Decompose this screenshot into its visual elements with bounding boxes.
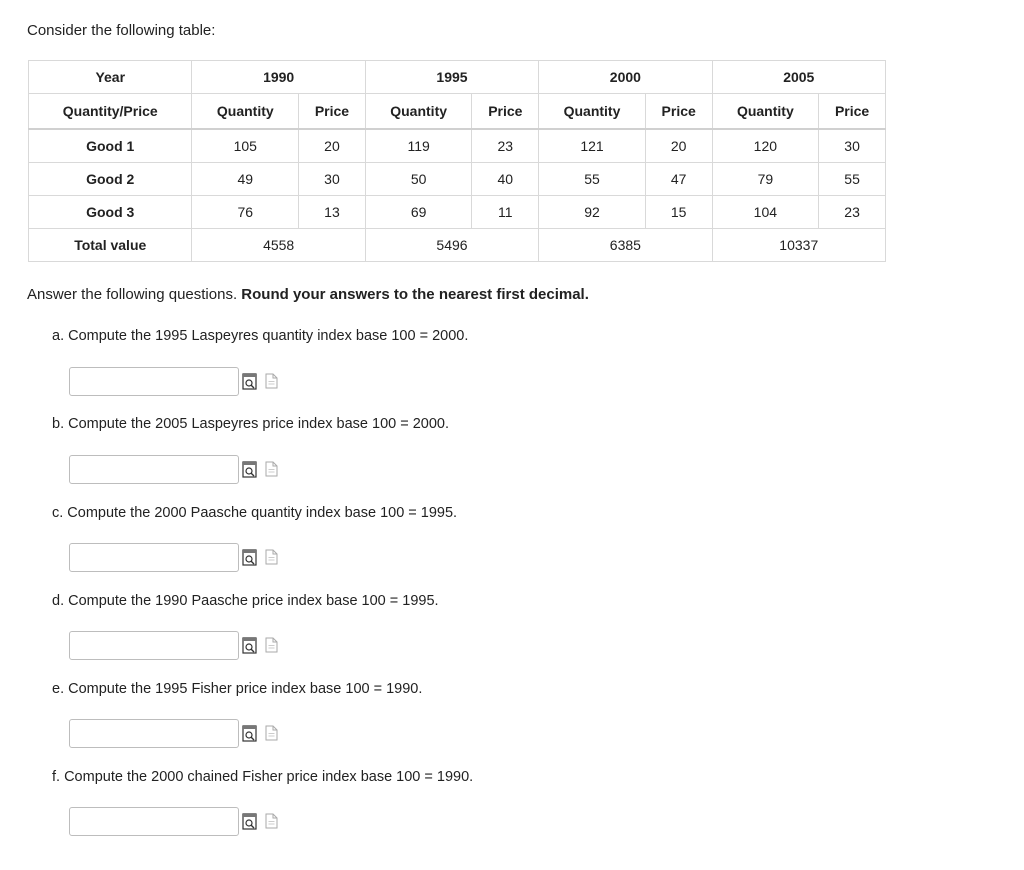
answer-input-c[interactable]: [69, 543, 239, 572]
question-b: b. Compute the 2005 Laspeyres price index base 100 = 2000.: [52, 416, 450, 432]
table-row: [29, 129, 886, 163]
answer-instructions-bold: Round your answers to the nearest first decimal.: [241, 286, 589, 303]
table-cell: 30: [819, 129, 886, 163]
document-icon[interactable]: [265, 813, 278, 829]
table-cell: 23: [472, 129, 539, 163]
table-cell: 15: [645, 196, 712, 229]
table-cell: 55: [819, 163, 886, 196]
price-header: Price: [819, 94, 886, 130]
year-header: 2000: [539, 61, 712, 94]
table-cell: 20: [299, 129, 366, 163]
document-check-icon[interactable]: [242, 637, 258, 654]
document-check-icon[interactable]: [242, 725, 258, 742]
year-header: 1990: [192, 61, 365, 94]
sub-label: Quantity/Price: [29, 94, 192, 130]
table-cell: 120: [712, 129, 819, 163]
answer-input-b[interactable]: [69, 455, 239, 484]
row-label: Good 2: [29, 163, 192, 196]
table-cell: 69: [365, 196, 472, 229]
question-e: e. Compute the 1995 Fisher price index base 100 = 1990.: [52, 681, 423, 697]
table-cell: 30: [299, 163, 366, 196]
table-cell: 104: [712, 196, 819, 229]
total-label: Total value: [29, 229, 192, 262]
table-cell: 121: [539, 129, 646, 163]
document-icon[interactable]: [265, 549, 278, 565]
question-c: c. Compute the 2000 Paasche quantity index base 100 = 1995.: [52, 505, 458, 521]
answer-input-a[interactable]: [69, 367, 239, 396]
quantity-header: Quantity: [192, 94, 299, 130]
data-table: [28, 60, 886, 262]
document-check-icon[interactable]: [242, 549, 258, 566]
question-d: d. Compute the 1990 Paasche price index base 100 = 1995.: [52, 593, 439, 609]
total-cell: 5496: [365, 229, 538, 262]
answer-input-e[interactable]: [69, 719, 239, 748]
price-header: Price: [645, 94, 712, 130]
table-cell: 23: [819, 196, 886, 229]
row-label: Good 1: [29, 129, 192, 163]
document-icon[interactable]: [265, 373, 278, 389]
table-cell: 40: [472, 163, 539, 196]
total-cell: 4558: [192, 229, 365, 262]
column-header-row: [29, 94, 886, 130]
table-cell: 55: [539, 163, 646, 196]
year-header: 2005: [712, 61, 885, 94]
table-cell: 79: [712, 163, 819, 196]
document-icon[interactable]: [265, 637, 278, 653]
table-cell: 92: [539, 196, 646, 229]
total-row: [29, 229, 886, 262]
question-a: a. Compute the 1995 Laspeyres quantity index base 100 = 2000.: [52, 328, 469, 344]
document-icon[interactable]: [265, 725, 278, 741]
table-row: [29, 163, 886, 196]
document-check-icon[interactable]: [242, 373, 258, 390]
table-cell: 50: [365, 163, 472, 196]
table-cell: 105: [192, 129, 299, 163]
answer-input-f[interactable]: [69, 807, 239, 836]
document-check-icon[interactable]: [242, 813, 258, 830]
table-cell: 49: [192, 163, 299, 196]
answer-instructions-prefix: Answer the following questions.: [27, 286, 238, 303]
table-cell: 119: [365, 129, 472, 163]
total-cell: 10337: [712, 229, 885, 262]
table-cell: 13: [299, 196, 366, 229]
table-cell: 76: [192, 196, 299, 229]
price-header: Price: [472, 94, 539, 130]
intro-text: Consider the following table:: [27, 22, 216, 39]
year-label: Year: [29, 61, 192, 94]
quantity-header: Quantity: [712, 94, 819, 130]
quantity-header: Quantity: [365, 94, 472, 130]
row-label: Good 3: [29, 196, 192, 229]
year-header: 1995: [365, 61, 538, 94]
table-cell: 47: [645, 163, 712, 196]
year-row: [29, 61, 886, 94]
table-cell: 20: [645, 129, 712, 163]
document-check-icon[interactable]: [242, 461, 258, 478]
question-f: f. Compute the 2000 chained Fisher price index base 100 = 1990.: [52, 769, 474, 785]
table-cell: 11: [472, 196, 539, 229]
document-icon[interactable]: [265, 461, 278, 477]
table-row: [29, 196, 886, 229]
answer-input-d[interactable]: [69, 631, 239, 660]
total-cell: 6385: [539, 229, 712, 262]
price-header: Price: [299, 94, 366, 130]
quantity-header: Quantity: [539, 94, 646, 130]
answer-instructions: [27, 286, 589, 303]
